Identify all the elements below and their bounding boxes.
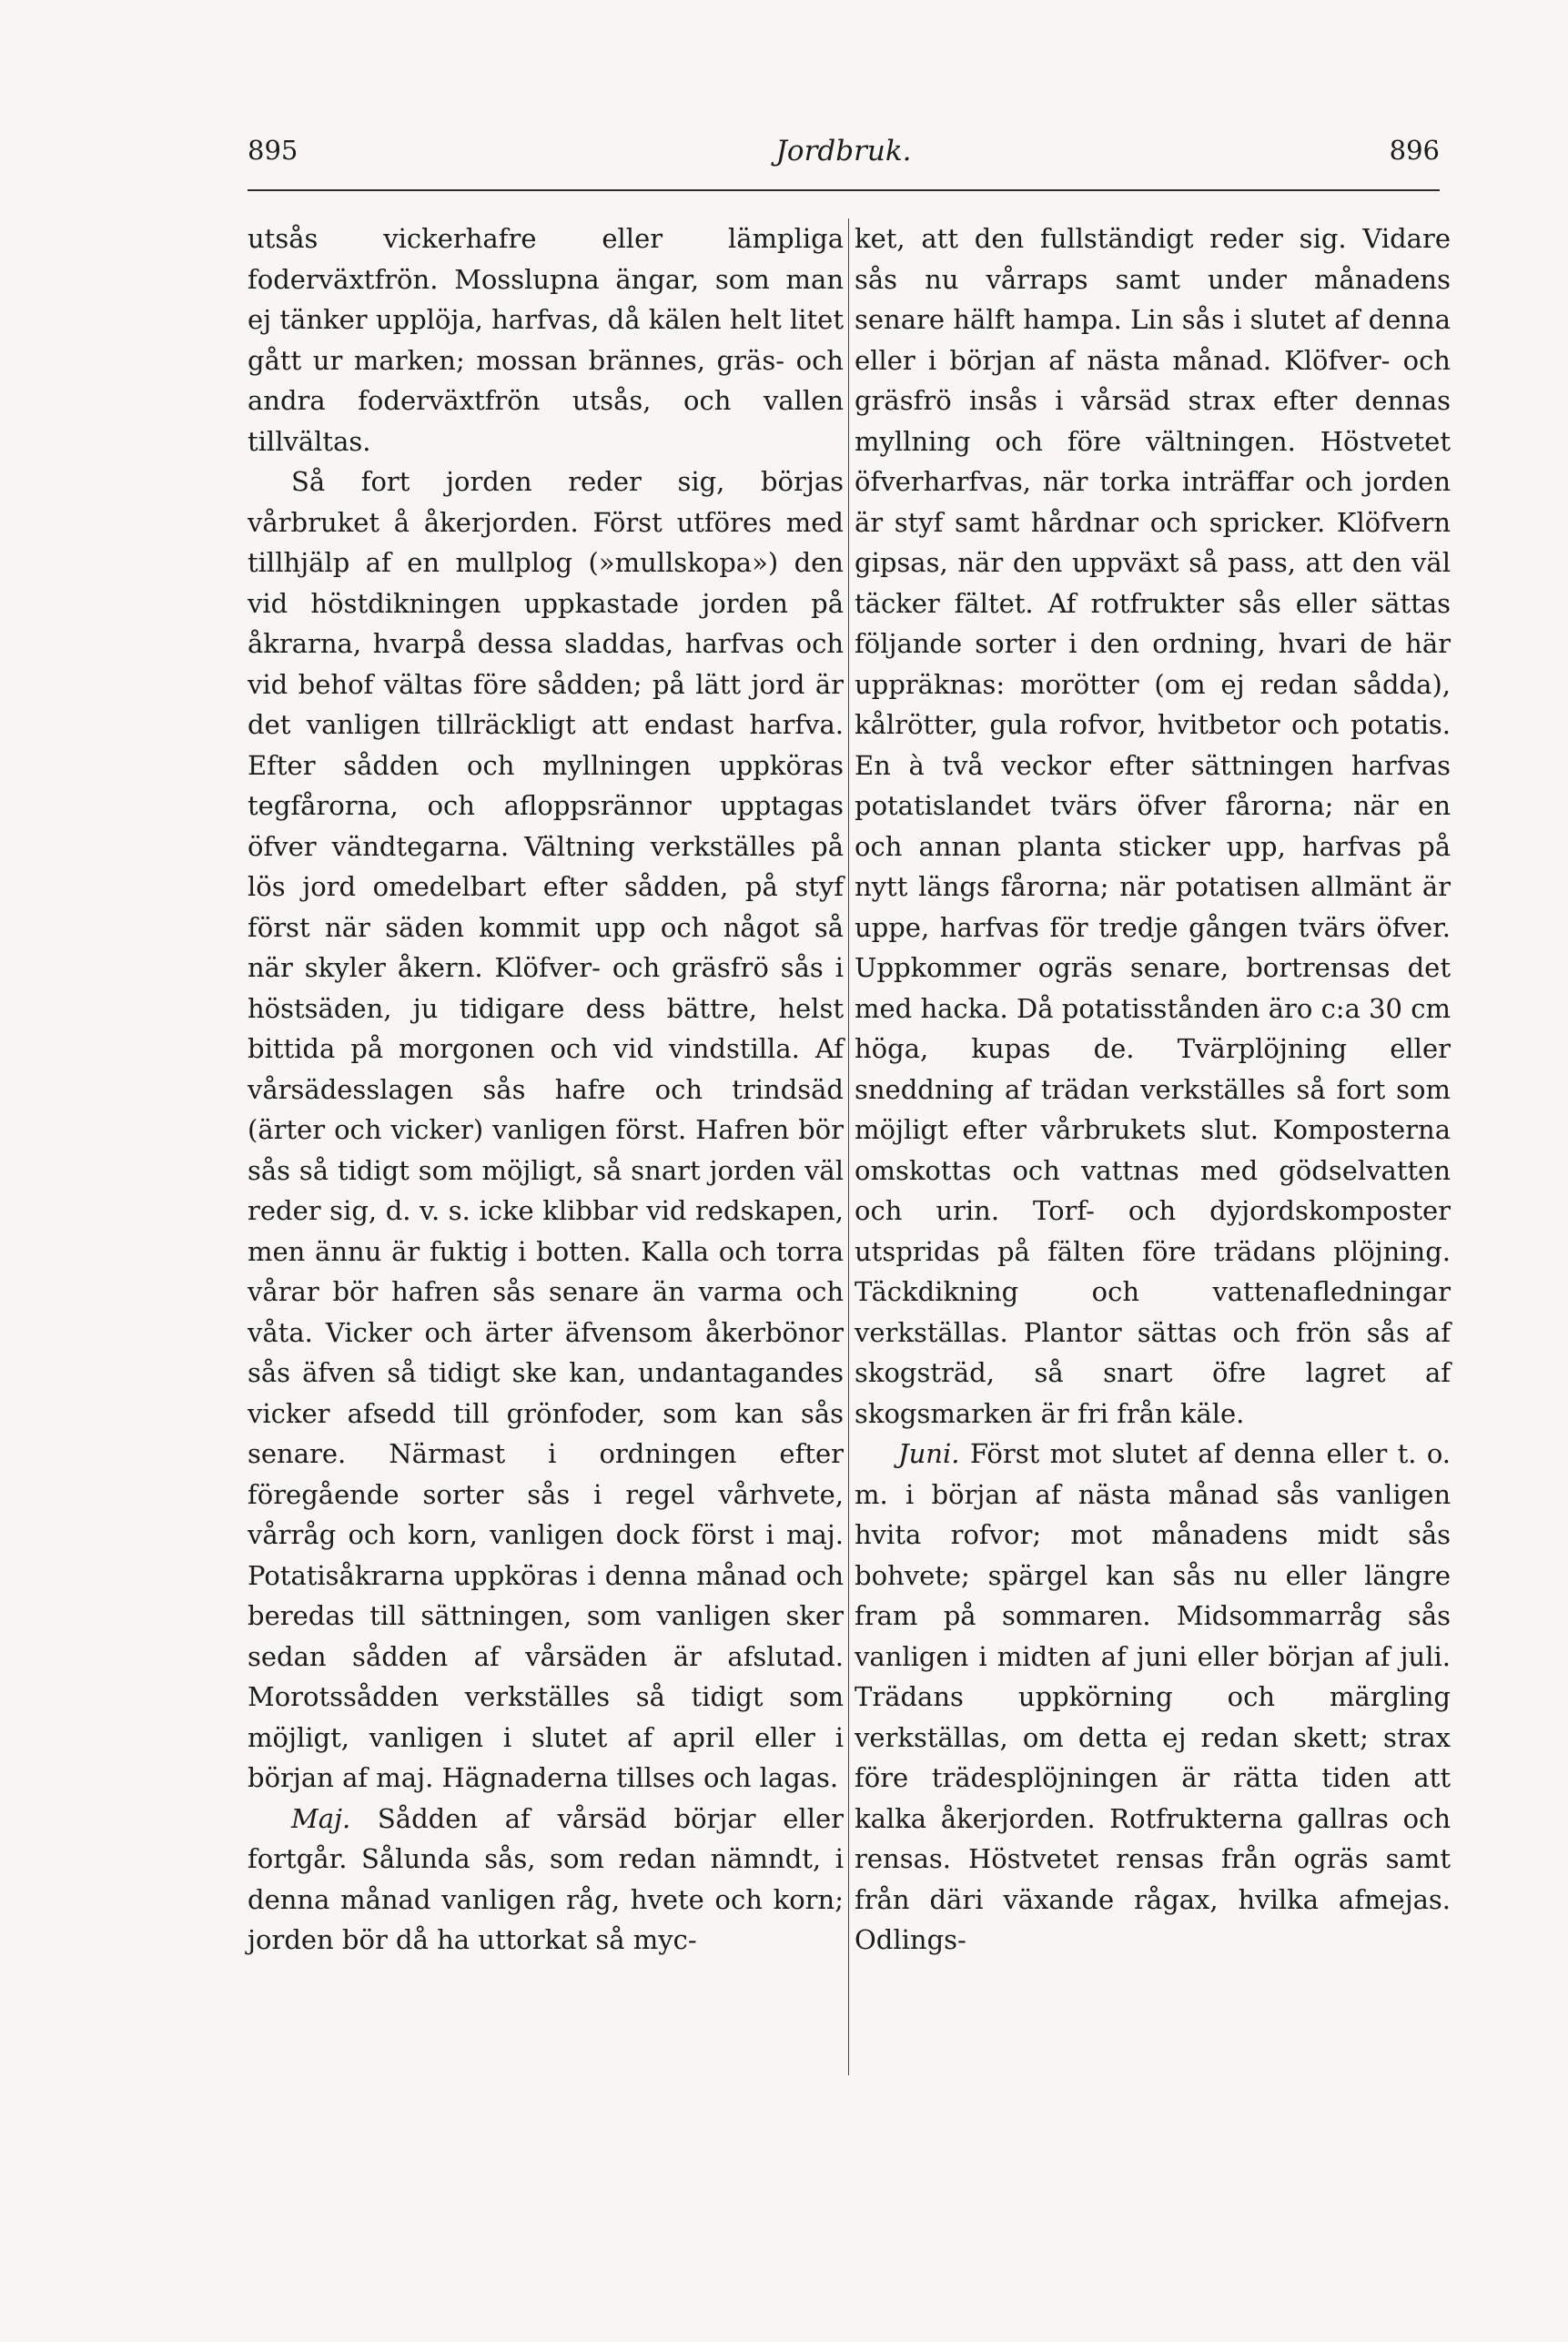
paragraph: ket, att den fullständigt reder sig. Vidare sås nu vårraps samt under månadens senare hälft hampa. Lin sås i slutet af denna eller i början af nästa månad. Klöfver- och gräsfrö insås i vårsäd strax efter dennas myllning och före vältningen. Höstvetet öfverharfvas, när torka inträffar och jorden är styf samt hårdnar och spricker. Klöfvern gipsas, när den uppväxt så pass, att den väl täcker fältet. Af rotfrukter sås eller sättas följande sorter i den ordning, hvari de här uppräknas: morötter (om ej redan sådda), kålrötter, gula rofvor, hvitbetor och potatis. En à två veckor efter sättningen harfvas potatislandet tvärs öfver fårorna; när en och annan planta sticker upp, harfvas på nytt längs fårorna; när potatisen allmänt är uppe, harfvas för tredje gången tvärs öfver. Uppkommer ogräs senare, bortrensas det med hacka. Då potatisstånden äro c:a 30 cm höga, kupas de. Tvärplöjning eller sneddning af trädan verkställes så fort som möjligt efter vårbrukets slut. Komposterna omskottas och vattnas med gödselvatten och urin. Torf- och dyjordskomposter utspridas på fälten före trädans plöjning. Täckdikning och vattenafledningar verkställas. Plantor sättas och frön sås af skogsträd, så snart öfre lagret af skogsmarken är fri från käle. [855,223,1451,1429]
paragraph: Så fort jorden reder sig, börjas vårbruket å åkerjorden. Först utföres med tillhjälp af en mullplog (»mullskopa») den vid höstdikningen uppkastade jorden på åkrarna, hvarpå dessa sladdas, harfvas och vid behof vältas före sådden; på lätt jord är det vanligen tillräckligt att endast harfva. Efter sådden och myllningen uppköras tegfårorna, och afloppsrännor upptagas öfver vändtegarna. Vältning verkställes på lös jord omedelbart efter sådden, på styf först när säden kommit upp och något så när skyler åkern. Klöfver- och gräsfrö sås i höstsäden, ju tidigare dess bättre, helst bittida på morgonen och vid vindstilla. Af vårsädesslagen sås hafre och trindsäd (ärter och vicker) vanligen först. Hafren bör sås så tidigt som möjligt, så snart jorden väl reder sig, d. v. s. icke klibbar vid redskapen, men ännu är fuktig i botten. Kalla och torra vårar bör hafren sås senare än varma och våta. Vicker och ärter äfvensom åkerbönor sås äfven så tidigt ske kan, undantagandes vicker afsedd till grönfoder, som kan sås senare. Närmast i ordningen efter föregående sorter sås i regel vårhvete, vårråg och korn, vanligen dock först i maj. Potatisåkrarna uppköras i denna månad och beredas till sättningen, som vanligen sker sedan sådden af vårsäden är afslutad. Morotssådden verkställes så tidigt som möjligt, vanligen i slutet af april eller i början af maj. Hägnaderna tillses och lagas. [248,466,844,1793]
paragraph: utsås vickerhafre eller lämpliga foderväxtfrön. Mosslupna ängar, som man ej tänker upplöja, harfvas, då kälen helt litet gått ur marken; mossan brännes, gräs- och andra foderväxtfrön utsås, och vallen tillvältas. [248,223,844,457]
left-column [248,218,844,1961]
section-lead-june: Juni. [898,1438,960,1469]
page-number-right: 896 [1389,135,1440,166]
paragraph [248,1799,844,1961]
paragraph [855,1434,1451,1961]
right-column [855,218,1451,1961]
header-rule [248,189,1440,191]
page-number-left: 895 [248,135,298,166]
running-title: Jordbruk. [775,135,912,167]
paragraph-text: Först mot slutet af denna eller t. o. m. i början af nästa månad sås vanligen hvita rofvor; mot månadens midt sås bohvete; spärgel kan sås nu eller längre fram på sommaren. Midsommarråg sås vanligen i midten af juni eller början af juli. Trädans uppkörning och märgling verkställas, om detta ej redan skett; strax före trädesplöjningen är rätta tiden att kalka åkerjorden. Rotfrukterna gallras och rensas. Höstvetet rensas från ogräs samt från däri växande rågax, hvilka afmejas. Odlings- [855,1438,1451,1955]
paragraph-text: Sådden af vårsäd börjar eller fortgår. Sålunda sås, som redan nämndt, i denna månad vanligen råg, hvete och korn; jorden bör då ha uttorkat så myc- [248,1802,844,1955]
column-divider [848,218,849,2075]
section-lead-may: Maj. [291,1802,351,1834]
page-header [248,135,1440,175]
